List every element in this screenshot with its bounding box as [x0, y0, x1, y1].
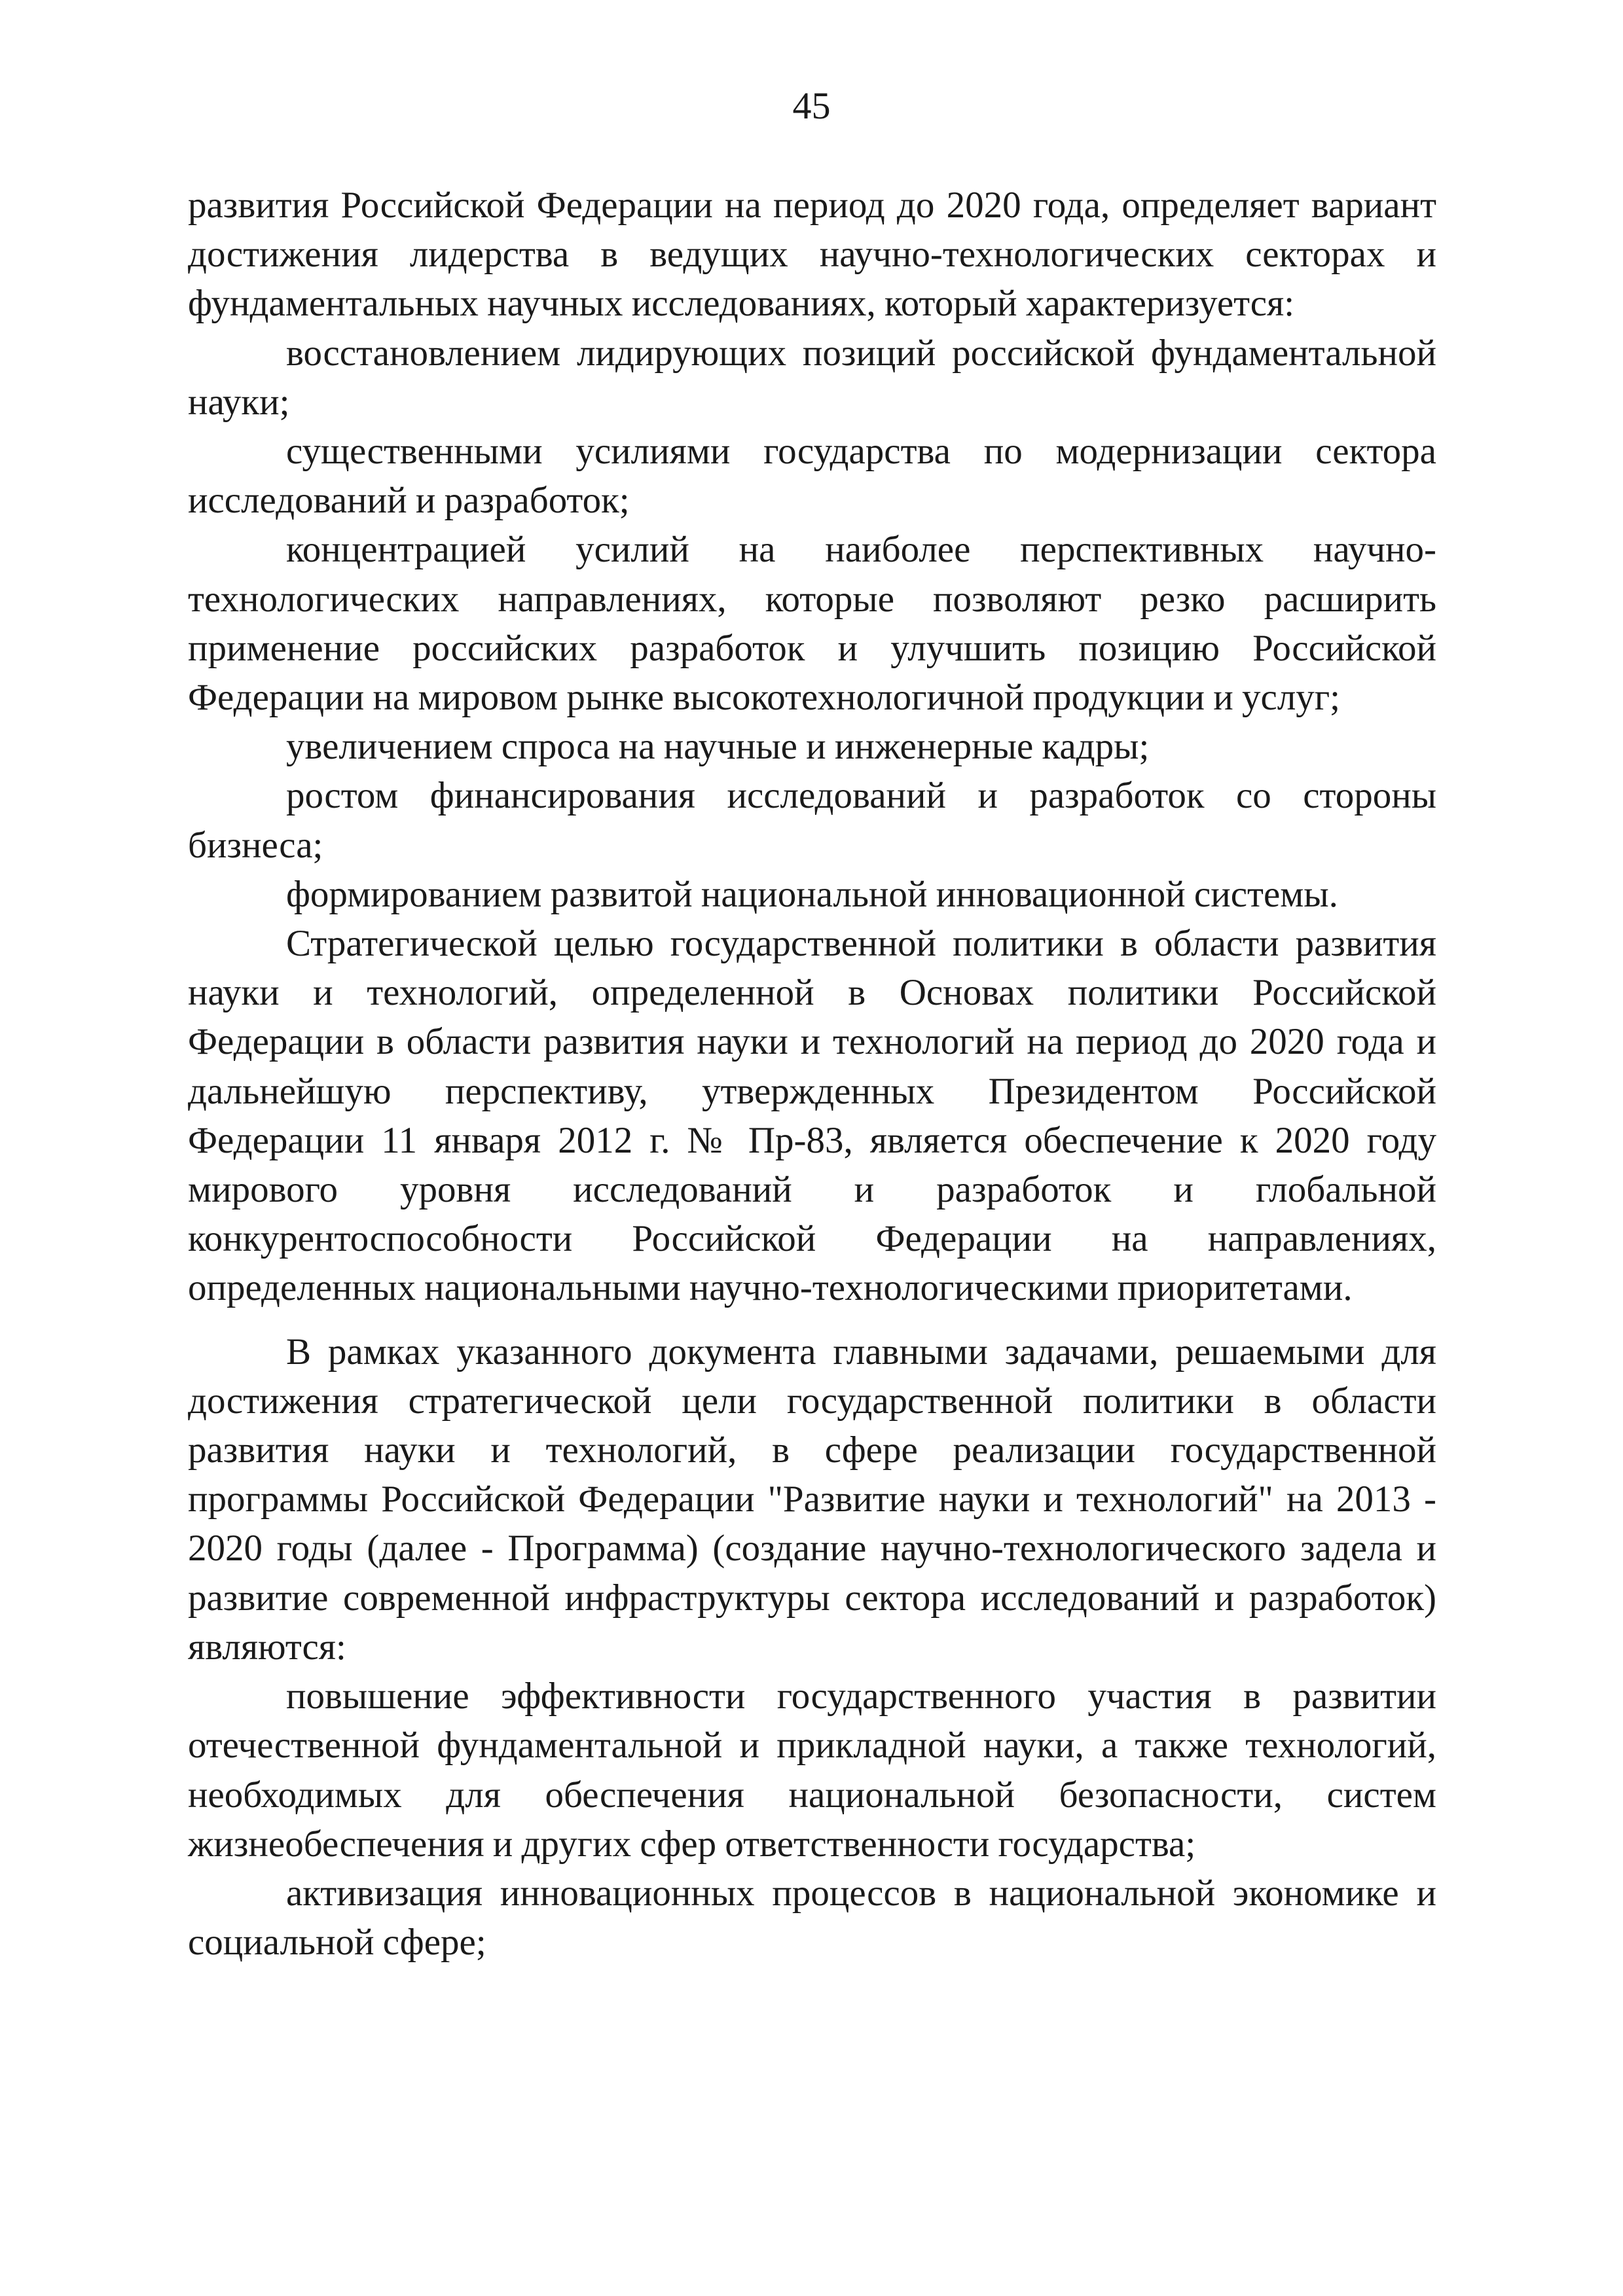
list-item: формированием развитой национальной инновационной системы.: [286, 873, 1338, 915]
page-number: 45: [792, 84, 831, 127]
list-item: восстановлением лидирующих позиций российской фундаментальной науки;: [188, 332, 1436, 423]
paragraph-strategic-goal: Стратегической целью государственной политики в области развития науки и технологий, определенной в Основах политики Российской Федерации в области развития науки и технологий на период до 2020 года и дальнейшую перспективу, утвержденных Президентом Российской Федерации 11 января 2012 г. № Пр-83, является обеспечение к 2020 году мирового уровня исследований и разработок и глобальной конкурентоспособности Российской Федерации на направлениях, определенных национальными научно-технологическими приоритетами.: [188, 923, 1436, 1309]
list-item: повышение эффективности государственного участия в развитии отечественной фундаментальной и прикладной науки, а также технологий, необходимых для обеспечения национальной безопасности, систем жизнеобеспечения и других сфер ответственности государства;: [188, 1676, 1436, 1865]
list-item: ростом финансирования исследований и разработок со стороны бизнеса;: [188, 775, 1436, 866]
list-item: активизация инновационных процессов в национальной экономике и социальной сфере;: [188, 1872, 1436, 1964]
paragraph-intro-continuation: развития Российской Федерации на период до 2020 года, определяет вариант достижения лидерства в ведущих научно-технологических секторах и фундаментальных научных исследованиях, который характеризуется:: [188, 185, 1436, 325]
list-item: концентрацией усилий на наиболее перспективных научно-технологических направлениях, которые позволяют резко расширить применение российских разработок и улучшить позицию Российской Федерации на мировом рынке высокотехнологичной продукции и услуг;: [188, 529, 1436, 719]
list-item: увеличением спроса на научные и инженерные кадры;: [286, 726, 1150, 768]
list-item: существенными усилиями государства по модернизации сектора исследований и разработок;: [188, 431, 1436, 522]
body-text: [188, 181, 1436, 1967]
paragraph-main-tasks: В рамках указанного документа главными задачами, решаемыми для достижения стратегической цели государственной политики в области развития науки и технологий, в сфере реализации государственной программы Российской Федерации "Развитие науки и технологий" на 2013 - 2020 годы (далее - Программа) (создание научно-технологического задела и развитие современной инфраструктуры сектора исследований и разработок) являются:: [188, 1331, 1436, 1668]
